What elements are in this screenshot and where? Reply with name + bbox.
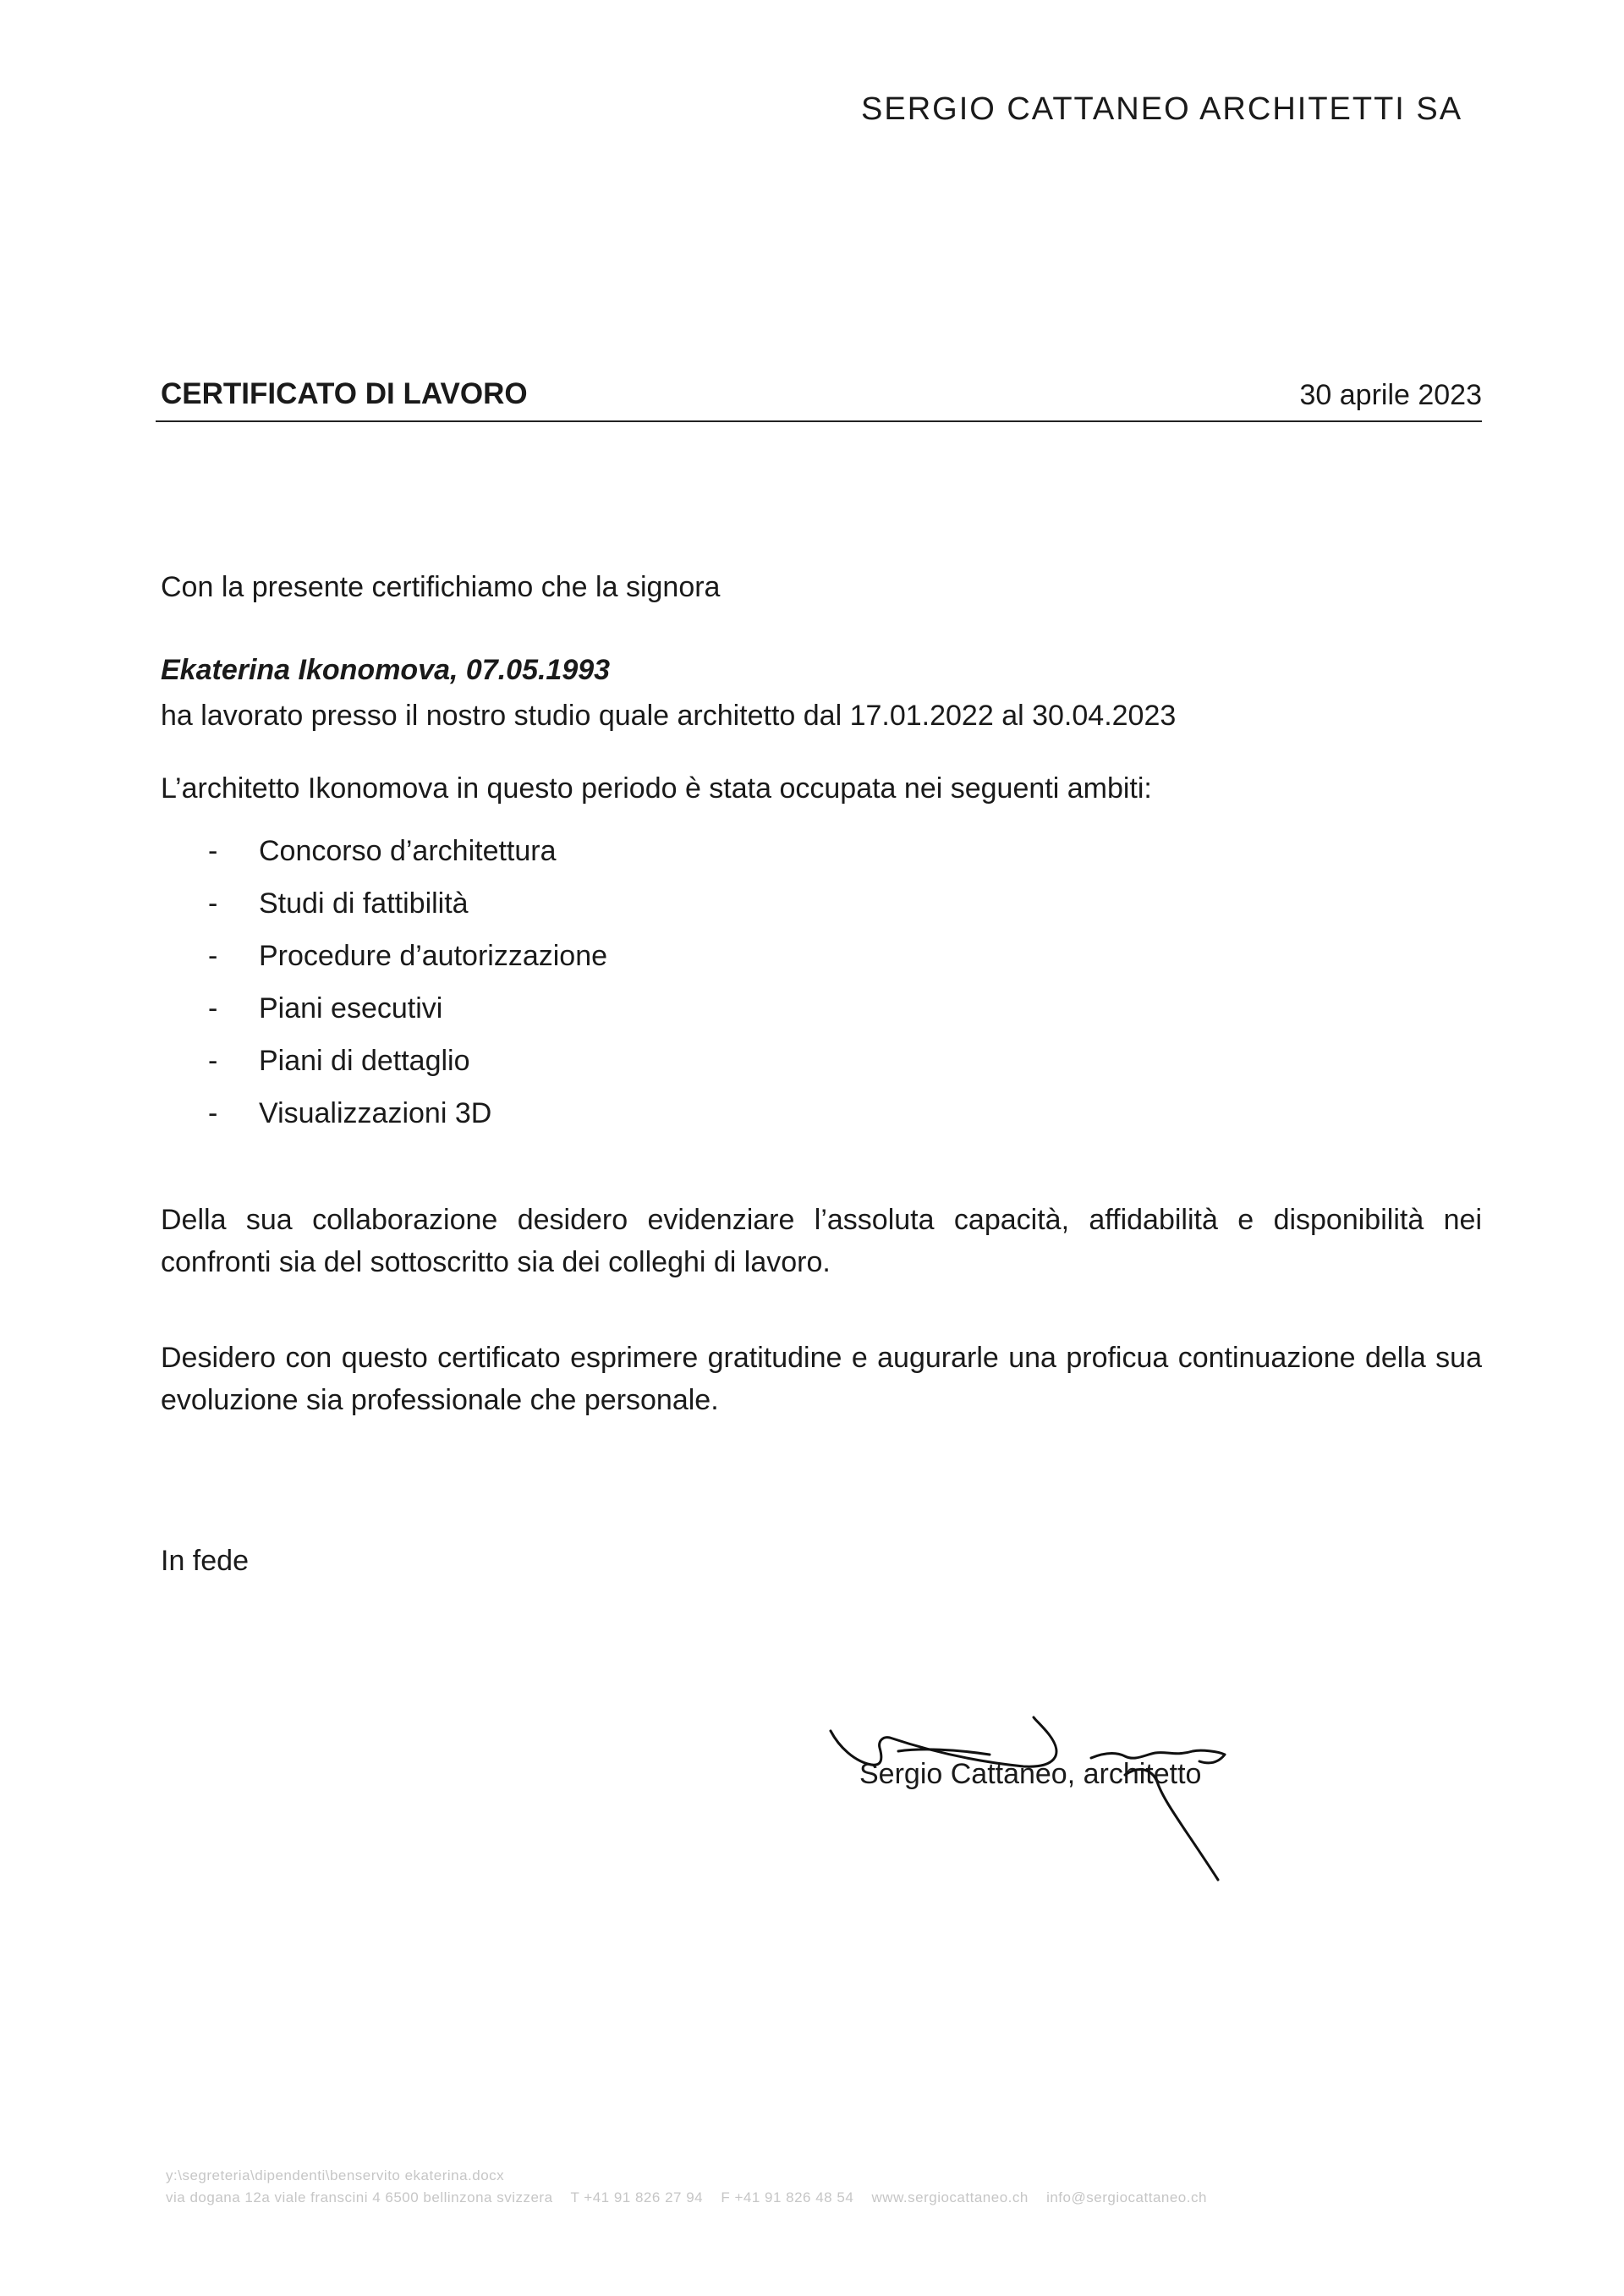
list-marker: - [208, 835, 218, 867]
gratitude-paragraph: Desidero con questo certificato esprimere gratitudine e augurarle una proficua continuazione della sua evoluzione sia professionale che personale. [161, 1342, 1482, 1416]
company-name: SERGIO CATTANEO ARCHITETTI SA [861, 91, 1463, 127]
list-marker: - [208, 992, 218, 1024]
employment-period: ha lavorato presso il nostro studio quale architetto dal 17.01.2022 al 30.04.2023 [161, 700, 1177, 732]
closing-salutation: In fede [161, 1545, 249, 1577]
scope-intro: L’architetto Ikonomova in questo periodo è stata occupata nei seguenti ambiti: [161, 772, 1152, 805]
footer-contact [166, 2189, 1221, 2206]
header-divider [156, 420, 1482, 422]
list-item: - Visualizzazioni 3D [208, 1091, 607, 1144]
footer-website: www.sergiocattaneo.ch [871, 2189, 1029, 2205]
footer-address: via dogana 12a viale franscini 4 6500 bellinzona svizzera [166, 2189, 553, 2205]
footer-phone: T +41 91 826 27 94 [570, 2189, 704, 2205]
list-marker: - [208, 887, 218, 920]
footer-file-path: y:\segreteria\dipendenti\benservito ekaterina.docx [166, 2167, 505, 2183]
document-date: 30 aprile 2023 [1299, 379, 1482, 411]
list-item: - Studi di fattibilità [208, 882, 607, 934]
list-item: - Concorso d’architettura [208, 829, 607, 882]
list-item: - Piani esecutivi [208, 986, 607, 1039]
employee-name: Ekaterina Ikonomova, 07.05.1993 [161, 654, 611, 686]
signer-name: Sergio Cattaneo, architetto [859, 1758, 1202, 1790]
list-marker: - [208, 1045, 218, 1077]
document-title: CERTIFICATO DI LAVORO [161, 377, 528, 410]
footer-fax: F +41 91 826 48 54 [721, 2189, 854, 2205]
intro-text: Con la presente certifichiamo che la signora [161, 571, 721, 603]
footer-email: info@sergiocattaneo.ch [1046, 2189, 1207, 2205]
handwritten-signature [820, 1700, 1260, 1895]
list-marker: - [208, 940, 218, 972]
list-item: - Piani di dettaglio [208, 1039, 607, 1091]
collaboration-paragraph: Della sua collaborazione desidero evidenziare l’assoluta capacità, affidabilità e disponibilità nei confronti sia del sottoscritto sia dei colleghi di lavoro. [161, 1204, 1482, 1278]
list-marker: - [208, 1097, 218, 1129]
scope-list [208, 829, 607, 1144]
list-item: - Procedure d’autorizzazione [208, 934, 607, 986]
